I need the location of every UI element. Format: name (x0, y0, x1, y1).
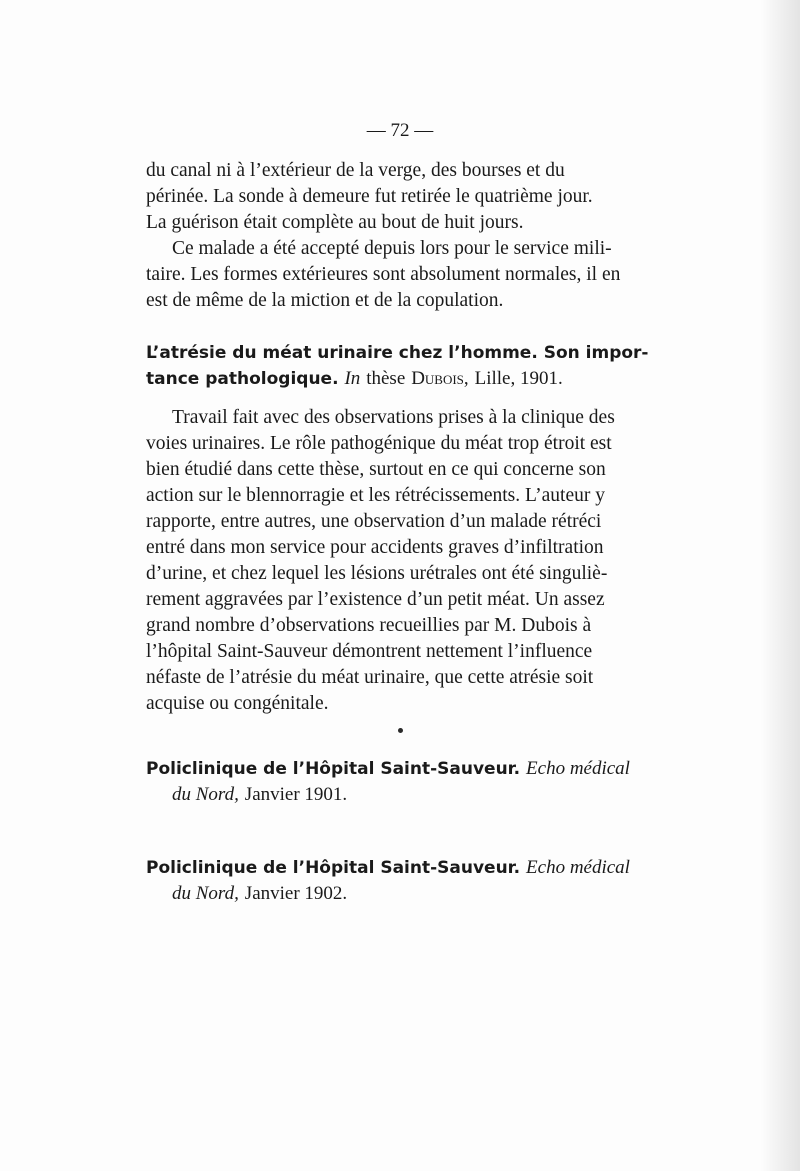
text-line: Travail fait avec des observations prises à la clinique des (172, 407, 615, 428)
text-line: bien étudié dans cette thèse, surtout en ce qui concerne son (146, 459, 606, 480)
text-line: action sur le blennorragie et les rétrécissements. L’auteur y (146, 485, 605, 506)
article-heading-policlinique-1902 (146, 855, 676, 907)
heading-title: Policlinique de l’Hôpital Saint-Sauveur. (146, 858, 521, 878)
heading-title-end: tance pathologique. (146, 369, 339, 389)
text-line: voies urinaires. Le rôle pathogénique du méat trop étroit est (146, 433, 612, 454)
publication-date: Janvier 1901. (244, 784, 348, 805)
reference-place: Lille, 1901. (474, 368, 563, 389)
text-line: l’hôpital Saint-Sauveur démontrent nettement l’influence (146, 641, 593, 662)
text-line: est de même de la miction et de la copulation. (146, 290, 504, 311)
journal-name: Echo médical (526, 758, 630, 779)
text-line: Ce malade a été accepté depuis lors pour le service mili- (172, 238, 612, 259)
heading-title: Policlinique de l’Hôpital Saint-Sauveur. (146, 759, 521, 779)
text-line: taire. Les formes extérieures sont absolument normales, il en (146, 264, 621, 285)
reference-author: Dubois, (411, 368, 469, 389)
reference-these: thèse (366, 368, 406, 389)
text-line: rement aggravées par l’existence d’un petit méat. Un assez (146, 589, 605, 610)
heading-line (146, 366, 676, 392)
text-line: acquise ou congénitale. (146, 693, 329, 714)
heading-line: L’atrésie du méat urinaire chez l’homme. Son impor- (146, 343, 649, 363)
journal-name-cont: du Nord, (172, 883, 239, 904)
reference-in: In (344, 368, 361, 389)
text-line: néfaste de l’atrésie du méat urinaire, que cette atrésie soit (146, 667, 594, 688)
journal-name: Echo médical (526, 857, 630, 878)
article-heading-atresie (146, 340, 676, 392)
text-line: du canal ni à l’extérieur de la verge, des bourses et du (146, 160, 565, 181)
paragraph-continuation (146, 158, 670, 314)
text-line: entré dans mon service pour accidents graves d’infiltration (146, 537, 604, 558)
text-line: grand nombre d’observations recueillies par M. Dubois à (146, 615, 592, 636)
text-line: La guérison était complète au bout de huit jours. (146, 212, 524, 233)
publication-date: Janvier 1902. (244, 883, 348, 904)
text-line: périnée. La sonde à demeure fut retirée le quatrième jour. (146, 186, 593, 207)
text-line: rapporte, entre autres, une observation d’un malade rétréci (146, 511, 602, 532)
page-number: — 72 — (366, 120, 434, 141)
journal-name-cont: du Nord, (172, 784, 239, 805)
paragraph-summary (146, 405, 670, 717)
article-heading-policlinique-1901 (146, 756, 676, 808)
scan-shadow (760, 0, 800, 1171)
separator-dot (398, 728, 403, 733)
text-line: d’urine, et chez lequel les lésions urétrales ont été singuliè- (146, 563, 608, 584)
